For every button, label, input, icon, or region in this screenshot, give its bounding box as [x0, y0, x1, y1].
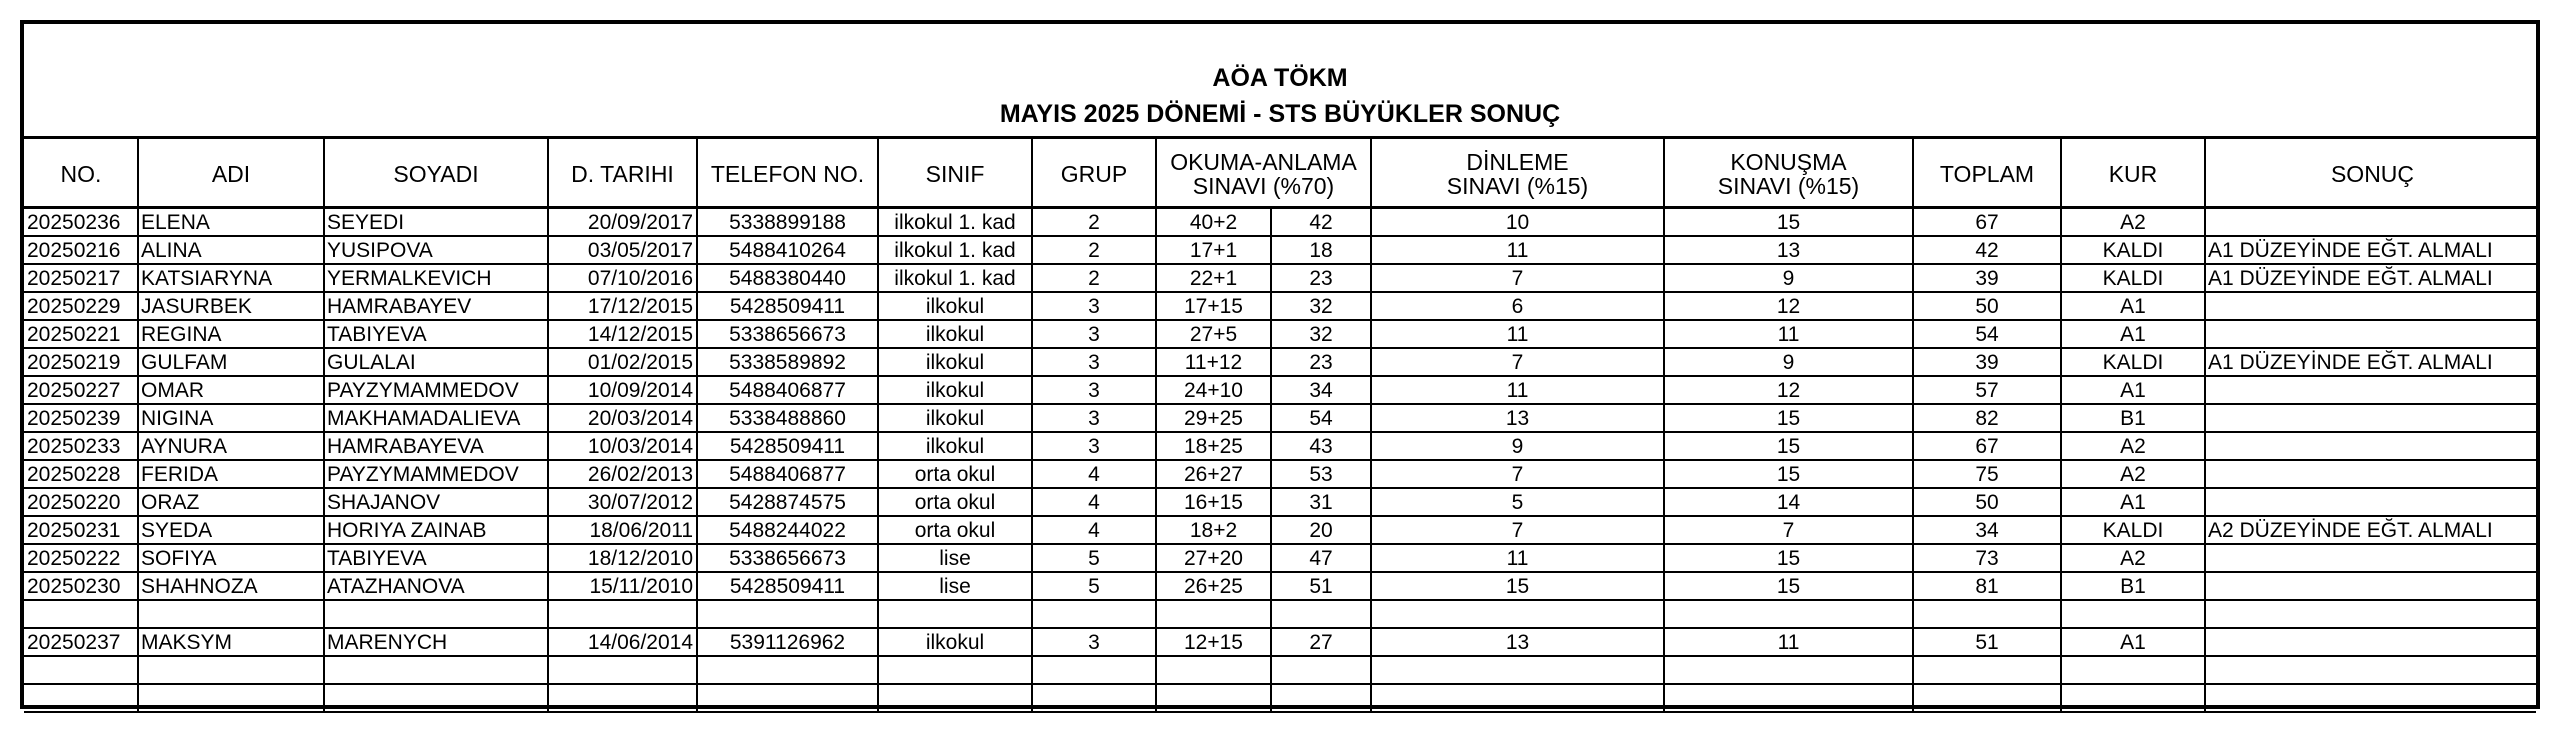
title-institution: AÖA TÖKM — [1212, 64, 1348, 92]
cell-okuma-total: 18 — [1309, 239, 1333, 262]
cell-konusma: 15 — [1776, 547, 1801, 570]
cell-dinleme: 7 — [1511, 267, 1524, 290]
cell-dtarihi — [548, 657, 697, 685]
cell-telefon: 5428874575 — [729, 491, 846, 514]
header-sinif: SINIF — [925, 161, 985, 187]
cell-okuma-total — [1271, 657, 1371, 685]
cell-dinleme: 9 — [1511, 435, 1524, 458]
cell-sinif: ilkokul 1. kad — [894, 267, 1016, 290]
cell-konusma: 15 — [1776, 435, 1801, 458]
cell-konusma — [1664, 685, 1913, 713]
cell-sinif: ilkokul — [925, 435, 985, 458]
table-row — [24, 265, 2536, 293]
cell-dtarihi: 18/12/2010 — [587, 547, 693, 570]
table-row — [24, 573, 2536, 601]
cell-sonuc — [2205, 601, 2540, 629]
cell-dtarihi — [548, 685, 697, 713]
cell-grup: 2 — [1088, 239, 1100, 262]
cell-sinif: ilkokul — [925, 323, 985, 346]
header-kur: KUR — [2108, 161, 2158, 187]
cell-soyadi — [324, 657, 548, 685]
cell-telefon: 5338656673 — [729, 323, 846, 346]
cell-sinif: orta okul — [914, 491, 996, 514]
cell-toplam: 34 — [1975, 519, 1999, 542]
cell-sonuc: A1 DÜZEYİNDE EĞT. ALMALI — [2208, 351, 2493, 374]
cell-okuma-parts: 24+10 — [1184, 379, 1243, 402]
cell-okuma-total: 23 — [1309, 267, 1333, 290]
table-row — [24, 237, 2536, 265]
cell-okuma-parts: 12+15 — [1184, 631, 1243, 654]
cell-toplam: 50 — [1975, 491, 1999, 514]
cell-telefon: 5488410264 — [729, 239, 846, 262]
cell-adi: OMAR — [141, 379, 204, 402]
cell-grup: 3 — [1088, 631, 1100, 654]
cell-soyadi: MAKHAMADALIEVA — [327, 407, 521, 430]
cell-soyadi: YERMALKEVICH — [327, 267, 492, 290]
cell-okuma-parts: 11+12 — [1184, 351, 1243, 374]
header-telefon: TELEFON NO. — [710, 161, 865, 187]
cell-sinif: orta okul — [914, 463, 996, 486]
table-row — [24, 461, 2536, 489]
cell-sinif: ilkokul — [925, 407, 985, 430]
header-dinleme-line2: SINAVI (%15) — [1446, 173, 1589, 199]
cell-konusma: 15 — [1776, 407, 1801, 430]
cell-soyadi: GULALAI — [327, 351, 416, 374]
cell-sinif: lise — [939, 547, 971, 570]
cell-okuma-total: 23 — [1309, 351, 1333, 374]
cell-telefon — [697, 657, 878, 685]
cell-adi — [138, 657, 324, 685]
cell-toplam: 67 — [1975, 435, 1999, 458]
header-dtarihi: D. TARIHI — [571, 161, 674, 187]
cell-konusma: 11 — [1777, 323, 1800, 346]
cell-okuma-parts: 17+1 — [1189, 239, 1238, 262]
cell-okuma-total: 51 — [1309, 575, 1333, 598]
cell-konusma: 12 — [1776, 295, 1801, 318]
cell-sinif: ilkokul — [925, 295, 985, 318]
cell-sonuc — [2205, 377, 2540, 405]
cell-telefon: 5428509411 — [729, 575, 846, 598]
cell-grup: 3 — [1088, 351, 1100, 374]
cell-okuma-total: 54 — [1309, 407, 1333, 430]
cell-dtarihi: 30/07/2012 — [587, 491, 693, 514]
cell-okuma-parts: 27+5 — [1189, 323, 1238, 346]
cell-grup — [1032, 657, 1156, 685]
cell-sonuc: A1 DÜZEYİNDE EĞT. ALMALI — [2208, 267, 2493, 290]
table-row — [24, 433, 2536, 461]
cell-adi: NIGINA — [141, 407, 214, 430]
cell-kur: A1 — [2120, 323, 2146, 346]
cell-telefon: 5488380440 — [729, 267, 846, 290]
cell-adi — [138, 685, 324, 713]
cell-telefon: 5338656673 — [729, 547, 846, 570]
cell-okuma-total: 47 — [1309, 547, 1333, 570]
cell-okuma-total: 27 — [1309, 631, 1333, 654]
cell-sonuc: A1 DÜZEYİNDE EĞT. ALMALI — [2208, 239, 2493, 262]
cell-dtarihi: 01/02/2015 — [587, 351, 693, 374]
cell-toplam: 50 — [1975, 295, 1999, 318]
cell-no — [24, 601, 138, 629]
cell-kur: KALDI — [2102, 239, 2164, 262]
cell-konusma — [1664, 657, 1913, 685]
cell-telefon: 5338589892 — [729, 351, 846, 374]
cell-no: 20250217 — [27, 267, 121, 290]
cell-grup: 5 — [1088, 547, 1100, 570]
cell-telefon: 5488406877 — [729, 463, 846, 486]
cell-grup: 4 — [1088, 519, 1100, 542]
cell-toplam: 54 — [1975, 323, 1999, 346]
cell-dtarihi: 17/12/2015 — [587, 295, 693, 318]
cell-grup: 3 — [1088, 407, 1100, 430]
cell-dinleme: 11 — [1506, 323, 1529, 346]
cell-no — [24, 657, 138, 685]
title-block — [24, 24, 2536, 139]
cell-sonuc — [2205, 405, 2540, 433]
cell-okuma-parts: 26+27 — [1184, 463, 1243, 486]
cell-adi: SOFIYA — [141, 547, 217, 570]
header-sonuc: SONUÇ — [2330, 161, 2415, 187]
cell-kur: B1 — [2120, 575, 2146, 598]
cell-dinleme: 11 — [1506, 239, 1529, 262]
cell-adi: ALINA — [141, 239, 202, 262]
cell-grup: 5 — [1088, 575, 1100, 598]
cell-okuma-parts: 26+25 — [1184, 575, 1243, 598]
cell-dtarihi: 10/09/2014 — [587, 379, 693, 402]
cell-toplam: 57 — [1975, 379, 1999, 402]
cell-dinleme — [1371, 601, 1664, 629]
cell-dtarihi: 18/06/2011 — [589, 519, 693, 542]
cell-adi: JASURBEK — [141, 295, 252, 318]
cell-grup: 2 — [1088, 211, 1100, 234]
cell-sonuc — [2205, 433, 2540, 461]
header-konusma — [1664, 139, 1913, 209]
header-okuma-line2: SINAVI (%70) — [1192, 173, 1335, 199]
cell-okuma-total: 43 — [1309, 435, 1333, 458]
cell-toplam: 82 — [1975, 407, 1999, 430]
table-row — [24, 293, 2536, 321]
cell-okuma-total — [1271, 601, 1371, 629]
cell-kur: A1 — [2120, 379, 2146, 402]
header-adi: ADI — [211, 161, 251, 187]
cell-telefon: 5338899188 — [729, 211, 846, 234]
cell-dinleme: 10 — [1505, 211, 1530, 234]
cell-sinif — [878, 657, 1032, 685]
cell-dinleme — [1371, 685, 1664, 713]
cell-adi: ELENA — [141, 211, 210, 234]
cell-telefon: 5338488860 — [729, 407, 846, 430]
cell-adi: SYEDA — [141, 519, 213, 542]
cell-dinleme — [1371, 657, 1664, 685]
cell-toplam — [1913, 657, 2061, 685]
cell-dinleme: 13 — [1505, 407, 1530, 430]
table-row — [24, 209, 2536, 237]
cell-no: 20250237 — [27, 631, 121, 654]
results-sheet — [20, 20, 2540, 709]
table-row — [24, 601, 2536, 629]
cell-soyadi: SEYEDI — [327, 211, 405, 234]
header-soyadi: SOYADI — [393, 161, 479, 187]
cell-toplam: 39 — [1975, 351, 1999, 374]
cell-toplam: 51 — [1975, 631, 1999, 654]
cell-adi: MAKSYM — [141, 631, 233, 654]
cell-adi: KATSIARYNA — [141, 267, 273, 290]
cell-kur: A2 — [2120, 463, 2146, 486]
cell-no: 20250227 — [27, 379, 121, 402]
cell-okuma-total: 53 — [1309, 463, 1333, 486]
header-dinleme-line1: DİNLEME — [1466, 149, 1569, 175]
cell-kur: A2 — [2120, 211, 2146, 234]
cell-dtarihi: 14/06/2014 — [587, 631, 693, 654]
cell-soyadi: TABIYEVA — [327, 547, 427, 570]
cell-okuma-parts — [1156, 685, 1271, 713]
cell-okuma-parts: 40+2 — [1189, 211, 1238, 234]
header-okuma-line1: OKUMA-ANLAMA — [1170, 149, 1357, 175]
cell-no: 20250222 — [27, 547, 121, 570]
cell-konusma: 9 — [1782, 267, 1795, 290]
cell-okuma-total: 42 — [1309, 211, 1333, 234]
cell-kur: KALDI — [2102, 519, 2164, 542]
cell-adi: FERIDA — [141, 463, 219, 486]
cell-toplam — [1913, 685, 2061, 713]
cell-sonuc — [2205, 657, 2540, 685]
cell-grup: 4 — [1088, 491, 1100, 514]
cell-dtarihi: 14/12/2015 — [587, 323, 693, 346]
cell-konusma: 9 — [1782, 351, 1795, 374]
cell-dinleme: 5 — [1511, 491, 1524, 514]
cell-grup: 4 — [1088, 463, 1100, 486]
header-konusma-line2: SINAVI (%15) — [1717, 173, 1860, 199]
cell-dtarihi: 20/03/2014 — [587, 407, 693, 430]
cell-sinif: ilkokul — [925, 631, 985, 654]
cell-kur: B1 — [2120, 407, 2146, 430]
cell-soyadi — [324, 601, 548, 629]
cell-sonuc — [2205, 573, 2540, 601]
cell-sonuc: A2 DÜZEYİNDE EĞT. ALMALI — [2208, 519, 2493, 542]
cell-sinif — [878, 601, 1032, 629]
cell-no: 20250221 — [27, 323, 121, 346]
header-no: NO. — [60, 161, 102, 187]
cell-kur — [2061, 657, 2205, 685]
cell-kur: A2 — [2120, 547, 2146, 570]
cell-grup: 3 — [1088, 379, 1100, 402]
cell-kur: KALDI — [2102, 267, 2164, 290]
cell-soyadi: HAMRABAYEV — [327, 295, 472, 318]
cell-dinleme: 6 — [1511, 295, 1524, 318]
cell-toplam: 39 — [1975, 267, 1999, 290]
cell-dinleme: 7 — [1511, 519, 1524, 542]
cell-sonuc — [2205, 321, 2540, 349]
cell-sinif: ilkokul — [925, 351, 985, 374]
cell-soyadi: MARENYCH — [327, 631, 448, 654]
table-row — [24, 545, 2536, 573]
cell-grup — [1032, 601, 1156, 629]
cell-kur — [2061, 601, 2205, 629]
cell-telefon: 5428509411 — [729, 435, 846, 458]
cell-konusma: 15 — [1776, 575, 1801, 598]
cell-dinleme: 11 — [1506, 547, 1529, 570]
cell-telefon: 5428509411 — [729, 295, 846, 318]
cell-sinif: lise — [939, 575, 971, 598]
cell-dtarihi — [548, 601, 697, 629]
cell-kur: A1 — [2120, 631, 2146, 654]
cell-kur: A1 — [2120, 295, 2146, 318]
cell-dinleme: 13 — [1505, 631, 1530, 654]
cell-sonuc — [2205, 209, 2540, 237]
cell-okuma-parts: 16+15 — [1184, 491, 1243, 514]
cell-grup: 3 — [1088, 323, 1100, 346]
cell-dtarihi: 20/09/2017 — [587, 211, 693, 234]
table-row — [24, 657, 2536, 685]
header-grup: GRUP — [1060, 161, 1128, 187]
cell-okuma-parts: 17+15 — [1184, 295, 1243, 318]
cell-toplam: 75 — [1975, 463, 1999, 486]
cell-grup: 3 — [1088, 295, 1100, 318]
cell-konusma: 12 — [1776, 379, 1801, 402]
cell-adi: AYNURA — [141, 435, 227, 458]
cell-no: 20250229 — [27, 295, 121, 318]
cell-soyadi: ATAZHANOVA — [327, 575, 465, 598]
cell-okuma-total: 32 — [1309, 295, 1333, 318]
cell-okuma-parts — [1156, 657, 1271, 685]
cell-konusma — [1664, 601, 1913, 629]
cell-sinif: ilkokul 1. kad — [894, 239, 1016, 262]
cell-konusma: 14 — [1776, 491, 1801, 514]
cell-okuma-parts: 18+2 — [1189, 519, 1238, 542]
cell-konusma: 15 — [1776, 211, 1801, 234]
cell-sinif: orta okul — [914, 519, 996, 542]
cell-soyadi: HORIYA ZAINAB — [327, 519, 487, 542]
header-dinleme — [1371, 139, 1664, 209]
cell-sinif: ilkokul — [925, 379, 985, 402]
cell-no: 20250231 — [27, 519, 121, 542]
table-row — [24, 517, 2536, 545]
cell-dinleme: 11 — [1506, 379, 1529, 402]
cell-sonuc — [2205, 629, 2540, 657]
cell-no: 20250239 — [27, 407, 121, 430]
cell-telefon: 5488406877 — [729, 379, 846, 402]
table-row — [24, 405, 2536, 433]
cell-okuma-total: 32 — [1309, 323, 1333, 346]
cell-adi: GULFAM — [141, 351, 228, 374]
cell-kur: A1 — [2120, 491, 2146, 514]
cell-no: 20250228 — [27, 463, 121, 486]
cell-adi: SHAHNOZA — [141, 575, 258, 598]
cell-toplam: 81 — [1975, 575, 1999, 598]
cell-dinleme: 15 — [1505, 575, 1530, 598]
cell-adi: ORAZ — [141, 491, 200, 514]
table-row — [24, 321, 2536, 349]
cell-sonuc — [2205, 545, 2540, 573]
cell-no: 20250233 — [27, 435, 121, 458]
cell-no — [24, 685, 138, 713]
cell-dtarihi: 15/11/2010 — [589, 575, 693, 598]
cell-no: 20250230 — [27, 575, 121, 598]
header-okuma — [1156, 139, 1371, 209]
cell-okuma-total: 34 — [1309, 379, 1333, 402]
cell-soyadi — [324, 685, 548, 713]
cell-adi — [138, 601, 324, 629]
cell-grup: 2 — [1088, 267, 1100, 290]
cell-konusma: 11 — [1777, 631, 1800, 654]
cell-sonuc — [2205, 489, 2540, 517]
cell-sonuc — [2205, 461, 2540, 489]
cell-no: 20250216 — [27, 239, 121, 262]
header-konusma-line1: KONUŞMA — [1730, 149, 1847, 175]
cell-okuma-parts: 18+25 — [1184, 435, 1243, 458]
cell-konusma: 15 — [1776, 463, 1801, 486]
table-row — [24, 489, 2536, 517]
cell-dtarihi: 26/02/2013 — [587, 463, 693, 486]
cell-toplam: 73 — [1975, 547, 1999, 570]
cell-soyadi: HAMRABAYEVA — [327, 435, 484, 458]
cell-konusma: 7 — [1782, 519, 1795, 542]
cell-soyadi: PAYZYMAMMEDOV — [327, 379, 519, 402]
cell-soyadi: YUSIPOVA — [327, 239, 433, 262]
cell-kur: A2 — [2120, 435, 2146, 458]
cell-telefon — [697, 685, 878, 713]
header-toplam: TOPLAM — [1939, 161, 2035, 187]
cell-kur — [2061, 685, 2205, 713]
cell-telefon: 5391126962 — [729, 631, 846, 654]
cell-no: 20250220 — [27, 491, 121, 514]
cell-soyadi: TABIYEVA — [327, 323, 427, 346]
cell-grup: 3 — [1088, 435, 1100, 458]
cell-sonuc — [2205, 293, 2540, 321]
cell-okuma-parts — [1156, 601, 1271, 629]
cell-grup — [1032, 685, 1156, 713]
cell-okuma-total: 20 — [1309, 519, 1333, 542]
cell-okuma-total — [1271, 685, 1371, 713]
cell-toplam — [1913, 601, 2061, 629]
cell-no: 20250219 — [27, 351, 121, 374]
cell-telefon: 5488244022 — [729, 519, 846, 542]
cell-dtarihi: 03/05/2017 — [587, 239, 693, 262]
table-row — [24, 349, 2536, 377]
cell-telefon — [697, 601, 878, 629]
cell-dtarihi: 07/10/2016 — [587, 267, 693, 290]
cell-sinif — [878, 685, 1032, 713]
cell-dinleme: 7 — [1511, 463, 1524, 486]
table-row — [24, 377, 2536, 405]
cell-kur: KALDI — [2102, 351, 2164, 374]
cell-no: 20250236 — [27, 211, 121, 234]
cell-okuma-total: 31 — [1309, 491, 1333, 514]
table-row — [24, 685, 2536, 713]
cell-dinleme: 7 — [1511, 351, 1524, 374]
cell-sinif: ilkokul 1. kad — [894, 211, 1016, 234]
table-row — [24, 629, 2536, 657]
cell-okuma-parts: 29+25 — [1184, 407, 1243, 430]
cell-toplam: 42 — [1975, 239, 1999, 262]
cell-sonuc — [2205, 685, 2540, 713]
cell-konusma: 13 — [1776, 239, 1801, 262]
cell-dtarihi: 10/03/2014 — [587, 435, 693, 458]
cell-soyadi: SHAJANOV — [327, 491, 441, 514]
cell-toplam: 67 — [1975, 211, 1999, 234]
cell-okuma-parts: 27+20 — [1184, 547, 1243, 570]
cell-soyadi: PAYZYMAMMEDOV — [327, 463, 519, 486]
cell-adi: REGINA — [141, 323, 222, 346]
title-period: MAYIS 2025 DÖNEMİ - STS BÜYÜKLER SONUÇ — [999, 100, 1561, 128]
cell-okuma-parts: 22+1 — [1189, 267, 1238, 290]
